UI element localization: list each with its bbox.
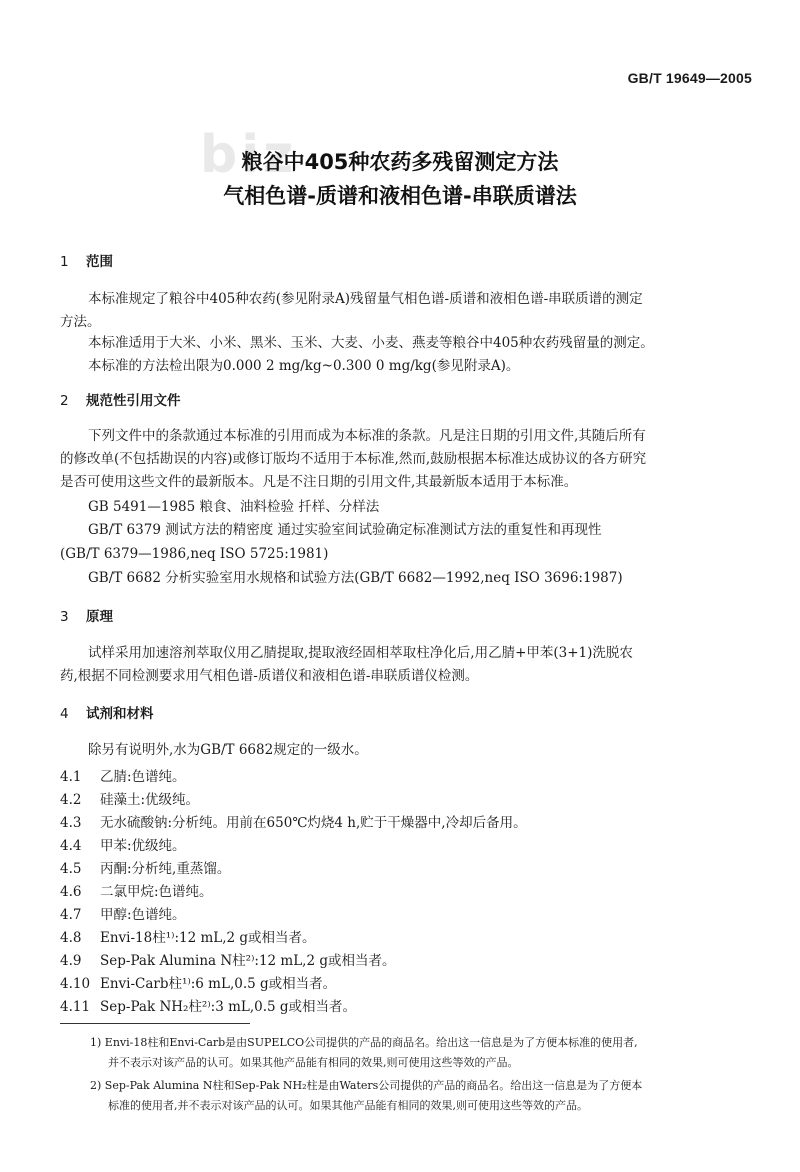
footnote-2: 2) Sep-Pak Alumina N柱和Sep-Pak NH₂柱是由Waters公司提供的产品的商品名。给出这一信息是为了方便本 — [90, 1079, 643, 1092]
standard-number: GB/T 19649—2005 — [627, 70, 752, 86]
paragraph-line: 本标准适用于大米、小米、黑米、玉米、大麦、小麦、燕麦等粮谷中405种农药残留量的测定。 — [88, 335, 654, 351]
footnote-divider — [60, 1023, 250, 1024]
section-2-heading — [60, 389, 181, 409]
watermark: biz — [200, 125, 298, 185]
section-number: 2 — [60, 393, 69, 409]
section-title: 范围 — [86, 254, 113, 270]
paragraph-line: 试样采用加速溶剂萃取仪用乙腈提取,提取液经固相萃取柱净化后,用乙腈+甲苯(3+1)洗脱农 — [88, 645, 633, 661]
paragraph-line: 除另有说明外,水为GB/T 6682规定的一级水。 — [88, 742, 368, 758]
reference-gbt6379-cont: (GB/T 6379—1986,neq ISO 5725:1981) — [60, 546, 329, 562]
paragraph-line: 是否可使用这些文件的最新版本。凡是不注日期的引用文件,其最新版本适用于本标准。 — [60, 474, 578, 490]
list-item: 4.8 Envi-18柱¹⁾:12 mL,2 g或相当者。 — [60, 930, 316, 946]
list-item: 4.4 甲苯:优级纯。 — [60, 838, 186, 854]
reference-gbt6682: GB/T 6682 分析实验室用水规格和试验方法(GB/T 6682—1992,neq ISO 3696:1987) — [88, 570, 623, 586]
list-item: 4.7 甲醇:色谱纯。 — [60, 907, 186, 923]
paragraph-line: 本标准规定了粮谷中405种农药(参见附录A)残留量气相色谱-质谱和液相色谱-串联质谱的测定 — [88, 291, 643, 307]
section-title: 试剂和材料 — [86, 706, 154, 722]
footnote-2-cont: 标准的使用者,并不表示对该产品的认可。如果其他产品能有相同的效果,则可使用这些等效的产品。 — [108, 1099, 588, 1112]
section-title: 原理 — [86, 609, 113, 625]
list-item: 4.11 Sep-Pak NH₂柱²⁾:3 mL,0.5 g或相当者。 — [60, 999, 357, 1015]
title-line-1: 粮谷中405种农药多残留测定方法 — [241, 150, 559, 174]
list-item: 4.1 乙腈:色谱纯。 — [60, 769, 186, 785]
list-item: 4.10 Envi-Carb柱¹⁾:6 mL,0.5 g或相当者。 — [60, 976, 337, 992]
reference-gbt6379: GB/T 6379 测试方法的精密度 通过实验室间试验确定标准测试方法的重复性和再现性 — [88, 522, 602, 538]
title-line-2: 气相色谱-质谱和液相色谱-串联质谱法 — [223, 184, 577, 208]
list-item: 4.9 Sep-Pak Alumina N柱²⁾:12 mL,2 g或相当者。 — [60, 953, 396, 969]
list-item: 4.2 硅藻土:优级纯。 — [60, 792, 200, 808]
footnote-1-cont: 并不表示对该产品的认可。如果其他产品能有相同的效果,则可使用这些等效的产品。 — [108, 1056, 519, 1069]
paragraph-line: 方法。 — [60, 314, 101, 330]
section-number: 1 — [60, 254, 69, 270]
reference-gb5491: GB 5491—1985 粮食、油料检验 扦样、分样法 — [88, 499, 380, 515]
section-number: 3 — [60, 609, 69, 625]
paragraph-line: 药,根据不同检测要求用气相色谱-质谱仪和液相色谱-串联质谱仪检测。 — [60, 668, 479, 684]
section-number: 4 — [60, 706, 69, 722]
section-3-heading — [60, 605, 113, 625]
paragraph-line: 下列文件中的条款通过本标准的引用而成为本标准的条款。凡是注日期的引用文件,其随后所有 — [88, 428, 646, 444]
section-4-heading — [60, 702, 154, 722]
list-item: 4.3 无水硫酸钠:分析纯。用前在650℃灼烧4 h,贮于干燥器中,冷却后备用。 — [60, 815, 527, 831]
list-item: 4.5 丙酮:分析纯,重蒸馏。 — [60, 861, 231, 877]
paragraph-line: 本标准的方法检出限为0.000 2 mg/kg~0.300 0 mg/kg(参见附录A)。 — [88, 358, 520, 374]
section-1-heading — [60, 250, 113, 270]
list-item: 4.6 二氯甲烷:色谱纯。 — [60, 884, 213, 900]
paragraph-line: 的修改单(不包括勘误的内容)或修订版均不适用于本标准,然而,鼓励根据本标准达成协议的各方研究 — [60, 451, 647, 467]
section-title: 规范性引用文件 — [86, 393, 181, 409]
footnote-1: 1) Envi-18柱和Envi-Carb是由SUPELCO公司提供的产品的商品名。给出这一信息是为了方便本标准的使用者, — [90, 1036, 638, 1049]
